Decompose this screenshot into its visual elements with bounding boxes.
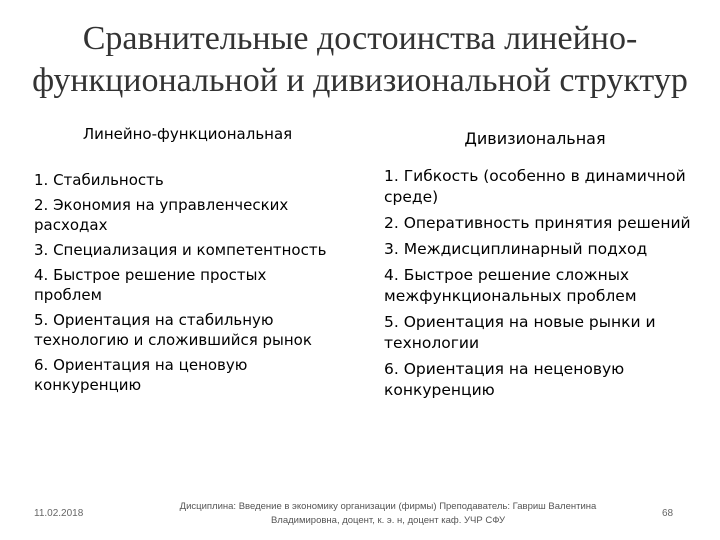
list-item: 1. Стабильность bbox=[34, 171, 164, 189]
list-item: 3. Междисциплинарный подход bbox=[384, 240, 648, 258]
right-column-header: Дивизиональная bbox=[464, 129, 606, 148]
footer-date: 11.02.2018 bbox=[34, 508, 84, 519]
footer-course-line: Дисциплина: Введение в экономику организации (фирмы) Преподаватель: Гавриш Валентина bbox=[179, 501, 597, 512]
list-item: 4. Быстрое решение сложных межфункциональных проблем bbox=[384, 266, 637, 305]
list-item: 4. Быстрое решение простых проблем bbox=[34, 266, 267, 304]
list-item: 5. Ориентация на новые рынки и технологии bbox=[384, 313, 656, 352]
left-column-list bbox=[34, 170, 339, 400]
list-item: 3. Специализация и компетентность bbox=[34, 241, 327, 259]
list-item: 1. Гибкость (особенно в динамичной среде) bbox=[384, 167, 686, 206]
list-item: 6. Ориентация на неценовую конкуренцию bbox=[384, 360, 625, 399]
list-item: 2. Оперативность принятия решений bbox=[384, 214, 691, 232]
page-number: 68 bbox=[662, 508, 674, 519]
left-column-header: Линейно-функциональная bbox=[82, 125, 293, 143]
list-item: 6. Ориентация на ценовую конкуренцию bbox=[34, 356, 248, 394]
list-item: 2. Экономия на управленческих расходах bbox=[34, 196, 289, 234]
footer-course-info bbox=[138, 500, 638, 528]
slide-title: Сравнительные достоинства линейно-функциональной и дивизиональной структур bbox=[32, 20, 688, 99]
right-column-list bbox=[384, 166, 694, 406]
list-item: 5. Ориентация на стабильную технологию и сложившийся рынок bbox=[34, 311, 312, 349]
footer-course-line: Владимировна, доцент, к. э. н, доцент каф. УЧР СФУ bbox=[270, 515, 506, 526]
